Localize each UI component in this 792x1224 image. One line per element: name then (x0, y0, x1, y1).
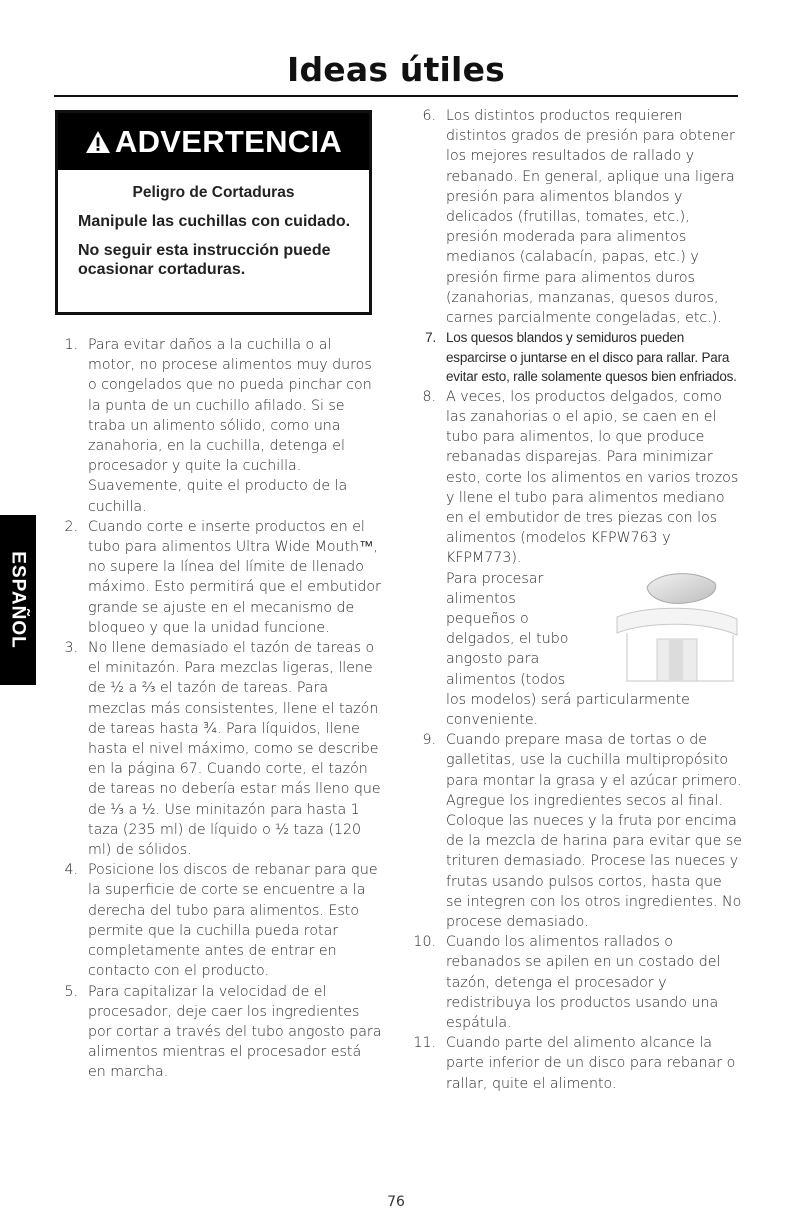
item-text: Posicione los discos de rebanar para que la superficie de corte se encuentre a la derecha del tubo para alimentos. Esto permite que la cuchilla pueda rotar completamente antes de entrar en contacto con el producto. (88, 862, 378, 980)
page-number: 76 (387, 1194, 405, 1210)
title-rule (54, 95, 738, 97)
item-extra-text: Para procesar alimentos pequeños o delgados, el tubo angosto para alimentos (todos los modelos) será particularmente conveniente. (446, 570, 690, 728)
item-number: 3. (64, 640, 78, 657)
language-tab (0, 515, 36, 685)
warning-header (58, 113, 369, 170)
item-number: 6. (422, 108, 436, 124)
item-text: Cuando parte del alimento alcance la parte inferior de un disco para rebanar o rallar, quite el alimento. (446, 1035, 736, 1092)
list-item (52, 517, 382, 638)
item-text: Cuando corte e inserte productos en el tubo para alimentos Ultra Wide Mouth™, no supere la línea del límite de llenado máximo. Esto permitirá que el embutidor grande se ajuste en el mecanismo de bloqueo y que la unidad funcione. (88, 518, 381, 636)
item-number: 10. (413, 934, 436, 951)
warning-box (55, 110, 372, 315)
warning-line-1: Manipule las cuchillas con cuidado. (78, 213, 351, 230)
item-text: No llene demasiado el tazón de tareas o el minitazón. Para mezclas ligeras, llene de ½ a ⅔ el tazón de tareas. Para mezclas más consistentes, llene el tazón de tareas hasta ¾. Para líquidos, llene hasta el nivel máximo, como se describe en la página 67. Cuando corte, el tazón de tareas no debería estar más lleno que de ⅓ a ½. Use minitazón para hasta 1 taza (235 ml) de líquido o ½ taza (120 ml) de sólidos. (88, 640, 381, 859)
item-number: 1. (64, 337, 78, 353)
item-number: 8. (422, 388, 436, 405)
warning-line-2: No seguir esta instrucción puede ocasionar cortaduras. (78, 242, 331, 278)
list-item (410, 1033, 742, 1094)
item-number: 4. (64, 862, 78, 879)
list-item (52, 335, 382, 517)
list-item (410, 387, 742, 730)
item-text: Cuando prepare masa de tortas o de galletitas, use la cuchilla multipropósito para montar la grasa y el azúcar primero. Agregue los ingredientes secos al final. Coloque las nueces y la fruta por encima de la mezcla de harina para evitar que se trituren demasiado. Procese las nueces y frutas usando pulsos cortos, hasta que se integren con los otros ingredientes. No procese demasiado. (446, 732, 742, 931)
warning-subheading: Peligro de Cortaduras (132, 184, 295, 201)
list-item (410, 328, 742, 387)
item-text: Para capitalizar la velocidad de el procesador, deje caer los ingredientes por cortar a través del tubo angosto para alimentos mientras el procesador está en marcha. (88, 983, 382, 1081)
item-number: 7. (425, 330, 436, 346)
item-number: 5. (64, 983, 78, 1000)
list-item (410, 106, 742, 328)
language-tab-label: ESPAÑOL (8, 551, 29, 649)
food-processor-feed-tube-illustration (587, 569, 742, 684)
item-number: 2. (64, 518, 78, 535)
list-item (52, 638, 382, 860)
page-title: Ideas útiles (287, 50, 505, 89)
item-text: Los quesos blandos y semiduros pueden esparcirse o juntarse en el disco para rallar. Para evitar esto, ralle solamente quesos bien enfriados. (446, 330, 737, 385)
list-item (52, 982, 382, 1083)
list-item (52, 860, 382, 981)
item-text: Para evitar daños a la cuchilla o al motor, no procese alimentos muy duros o congelados que no pueda pinchar con la punta de un cuchillo afilado. Si se traba un alimento sólido, como una zanahoria, en la cuchilla, detenga el procesador y quite la cuchilla. Suavemente, quite el producto de la cuchilla. (88, 337, 372, 515)
item-text: Cuando los alimentos rallados o rebanados se apilen en un costado del tazón, detenga el procesador y redistribuya los productos usando una espátula. (446, 934, 721, 1032)
item-number: 9. (422, 732, 436, 749)
warning-triangle-icon (85, 130, 111, 154)
right-column (410, 106, 742, 1094)
item-number: 11. (413, 1035, 436, 1052)
item-text: A veces, los productos delgados, como las zanahorias o el apio, se caen en el tubo para alimentos, lo que produce rebanadas disparejas. Para minimizar esto, corte los alimentos en varios trozos y llene el tubo para alimentos mediano en el embutidor de tres piezas con los alimentos (modelos KFPW763 y KFPM773). (446, 388, 739, 567)
list-item (410, 730, 742, 932)
list-item (410, 932, 742, 1033)
item-text: Los distintos productos requieren distintos grados de presión para obtener los mejores resultados de rallado y rebanado. En general, aplique una ligera presión para alimentos blandos y delicados (frutillas, tomates, etc.), presión moderada para alimentos medianos (calabacín, papas, etc.) y presión firme para alimentos duros (zanahorias, manzanas, quesos duros, carnes parcialmente congeladas, etc.). (446, 108, 735, 327)
left-column (52, 335, 382, 1083)
warning-heading: ADVERTENCIA (114, 123, 343, 159)
